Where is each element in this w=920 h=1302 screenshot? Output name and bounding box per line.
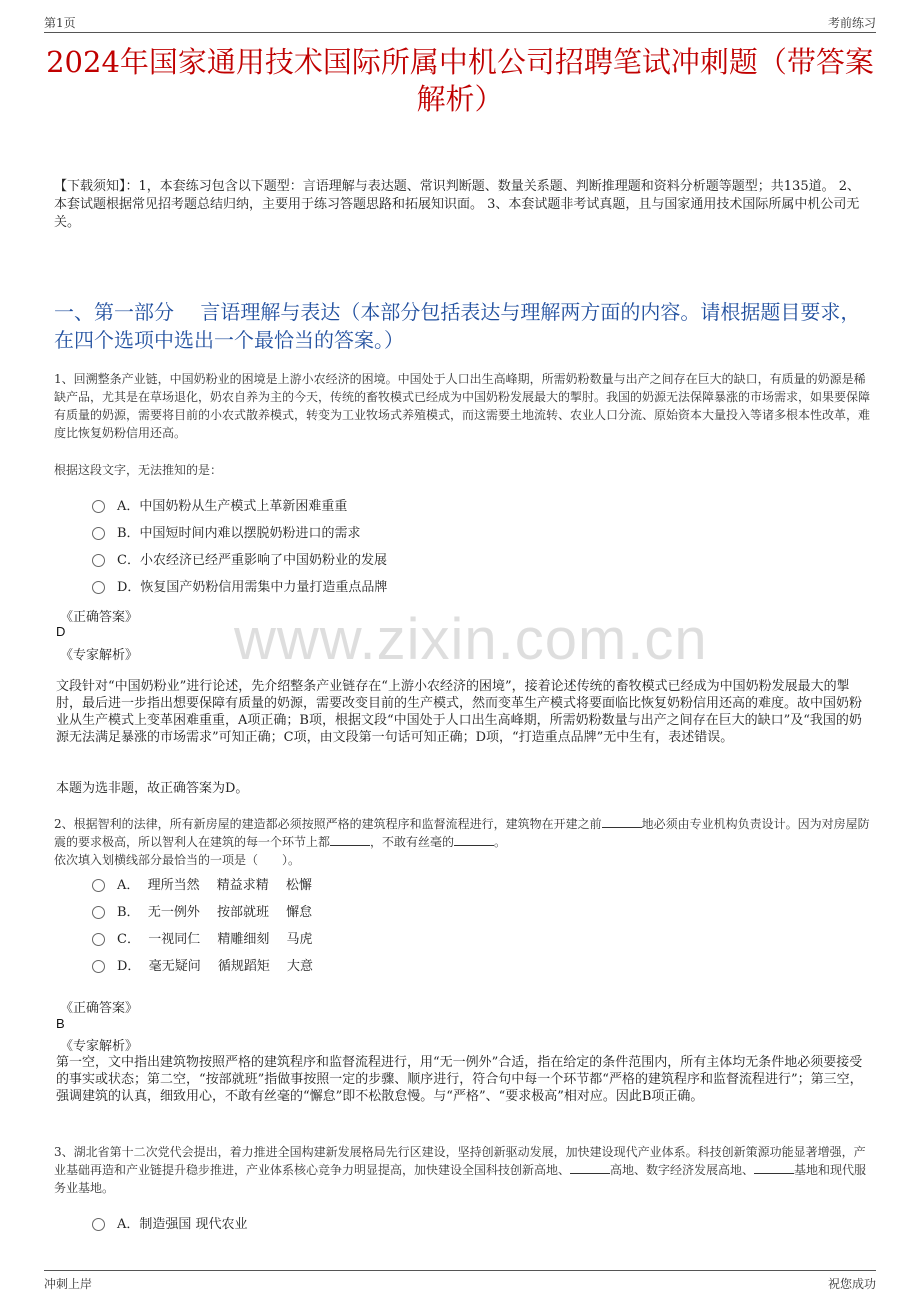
stem-text: 。 [494, 835, 507, 849]
question-2-answer: B [56, 1016, 65, 1031]
stem-text: 地必须由专业机构负责设计。因为对房屋防震的要求极高，所以智利人在建筑的每一个环节上都 [54, 817, 870, 849]
radio-icon[interactable] [92, 906, 105, 919]
question-3-stem [54, 1143, 870, 1197]
answer-tag: 《正确答案》 [60, 610, 139, 625]
header-label: 考前练习 [827, 16, 876, 30]
fill-blank [330, 833, 370, 846]
stem-text: ，不敢有丝毫的 [370, 835, 455, 849]
radio-icon[interactable] [92, 554, 105, 567]
footer-left-text: 冲刺上岸 [44, 1277, 93, 1291]
question-2-options [92, 870, 313, 978]
radio-icon[interactable] [92, 1218, 105, 1231]
question-1-stem: 1、回溯整条产业链，中国奶粉业的困境是上游小农经济的困境。中国处于人口出生高峰期，所需奶粉数量与出产之间存在巨大的缺口，有质量的奶源是稀缺产品，尤其是在草场退化，奶农自养为主的今天，传统的畜牧模式已经成为中国奶粉发展最大的掣肘。我国的奶源无法保障暴涨的市场需求，如果要保障有质量的奶源，需要将目前的小农式散养模式，转变为工业牧场式养殖模式，而这需要土地流转、农业人口分流、原始资本大量投入等诸多根本性改革，难度比恢复奶粉信用还高。 [54, 372, 871, 440]
option-label: A． 理所当然 精益求精 松懈 [117, 878, 312, 893]
question-1-answer: D [56, 624, 66, 639]
document-title: 2024年国家通用技术国际所属中机公司招聘笔试冲刺题（带答案解析） [46, 45, 874, 116]
stem-text: 3、湖北省第十二次党代会提出，着力推进全国构建新发展格局先行区建设，坚持创新驱动发展，加快建设现代产业体系。科技创新策源功能显著增强，产业基础再造和产业链提升稳步推进，产业体系核心竞争力明显提高，加快建设全国科技创新高地、 [54, 1145, 866, 1177]
radio-icon[interactable] [92, 960, 105, 973]
option-label: D． 毫无疑问 循规蹈矩 大意 [117, 959, 313, 974]
radio-icon[interactable] [92, 933, 105, 946]
page-header [44, 12, 876, 33]
q2-option-a[interactable] [92, 870, 313, 897]
q3-option-a[interactable] [92, 1209, 248, 1236]
q1-option-b[interactable] [92, 518, 387, 545]
stem-text: 基地和现代服务业基地。 [54, 1163, 867, 1195]
fill-blank [754, 1161, 794, 1174]
q2-option-c[interactable] [92, 924, 313, 951]
question-1-options [92, 491, 387, 599]
question-2-stem [54, 815, 870, 851]
question-3-options [92, 1209, 248, 1236]
option-label: C．小农经济已经严重影响了中国奶粉业的发展 [117, 553, 387, 568]
analysis-tag: 《专家解析》 [60, 648, 139, 663]
question-1-conclusion: 本题为选非题，故正确答案为D。 [56, 781, 249, 796]
question-1-prompt: 根据这段文字，无法推知的是： [54, 463, 223, 477]
answer-tag: 《正确答案》 [60, 1001, 139, 1016]
option-label: A．制造强国 现代农业 [117, 1217, 248, 1232]
q1-option-c[interactable] [92, 545, 387, 572]
question-1-analysis: 文段针对“中国奶粉业”进行论述，先介绍整条产业链存在“上游小农经济的困境”，接着论述传统的畜牧模式已经成为中国奶粉发展最大的掣肘，最后进一步指出想要保障有质量的奶源，需要改变目前的生产模式，然而变革生产模式将要面临比恢复奶粉信用还高的难度。故中国奶粉业从生产模式上变革困难重重，A项正确；B项，根据文段“中国处于人口出生高峰期，所需奶粉数量与出产之间存在巨大的缺口”及“我国的奶源无法满足暴涨的市场需求”可知正确；C项，由文段第一句话可知正确；D项，“打造重点品牌”无中生有，表述错误。 [56, 679, 863, 745]
section-heading: 一、第一部分 言语理解与表达（本部分包括表达与理解两方面的内容。请根据题目要求，在四个选项中选出一个最恰当的答案。） [54, 300, 861, 352]
download-notice: 【下载须知】：1，本套练习包含以下题型：言语理解与表达题、常识判断题、数量关系题、判断推理题和资料分析题等题型；共135道。 2、本套试题根据常见招考题总结归纳，主要用于练习答题思路和拓展知识面。 3、本套试题非考试真题，且与国家通用技术国际所属中机公司无关。 [54, 179, 860, 230]
analysis-tag: 《专家解析》 [60, 1039, 139, 1054]
option-label: B． 无一例外 按部就班 懈怠 [117, 905, 313, 920]
option-label: C． 一视同仁 精雕细刻 马虎 [117, 932, 313, 947]
fill-blank [454, 833, 494, 846]
radio-icon[interactable] [92, 581, 105, 594]
fill-blank [570, 1161, 610, 1174]
radio-icon[interactable] [92, 879, 105, 892]
radio-icon[interactable] [92, 500, 105, 513]
question-2-prompt: 依次填入划横线部分最恰当的一项是（ ）。 [54, 853, 301, 867]
option-label: D．恢复国产奶粉信用需集中力量打造重点品牌 [117, 580, 388, 595]
option-label: B．中国短时间内难以摆脱奶粉进口的需求 [117, 526, 361, 541]
radio-icon[interactable] [92, 527, 105, 540]
footer-right-text: 祝您成功 [827, 1277, 876, 1291]
stem-text: 2、根据智利的法律，所有新房屋的建造都必须按照严格的建筑程序和监督流程进行，建筑物在开建之前 [54, 817, 602, 831]
page-number: 第1页 [44, 16, 76, 30]
watermark: www.zixin.com.cn [234, 607, 708, 672]
q1-option-d[interactable] [92, 572, 387, 599]
stem-text: 高地、数字经济发展高地、 [610, 1163, 755, 1177]
page-footer [44, 1270, 876, 1295]
q2-option-d[interactable] [92, 951, 313, 978]
option-label: A．中国奶粉从生产模式上革新困难重重 [117, 499, 348, 514]
q2-option-b[interactable] [92, 897, 313, 924]
fill-blank [602, 815, 642, 828]
question-2-analysis: 第一空，文中指出建筑物按照严格的建筑程序和监督流程进行，用“无一例外”合适，指在给定的条件范围内，所有主体均无条件地必须要接受的事实或状态；第二空，“按部就班”指做事按照一定的步骤、顺序进行，符合句中每一个环节都“严格的建筑程序和监督流程进行”；第三空，强调建筑的认真，细致用心，不敢有丝毫的“懈怠”即不松散怠慢。与“严格”、“要求极高”相对应。因此B项正确。 [56, 1055, 863, 1104]
q1-option-a[interactable] [92, 491, 387, 518]
